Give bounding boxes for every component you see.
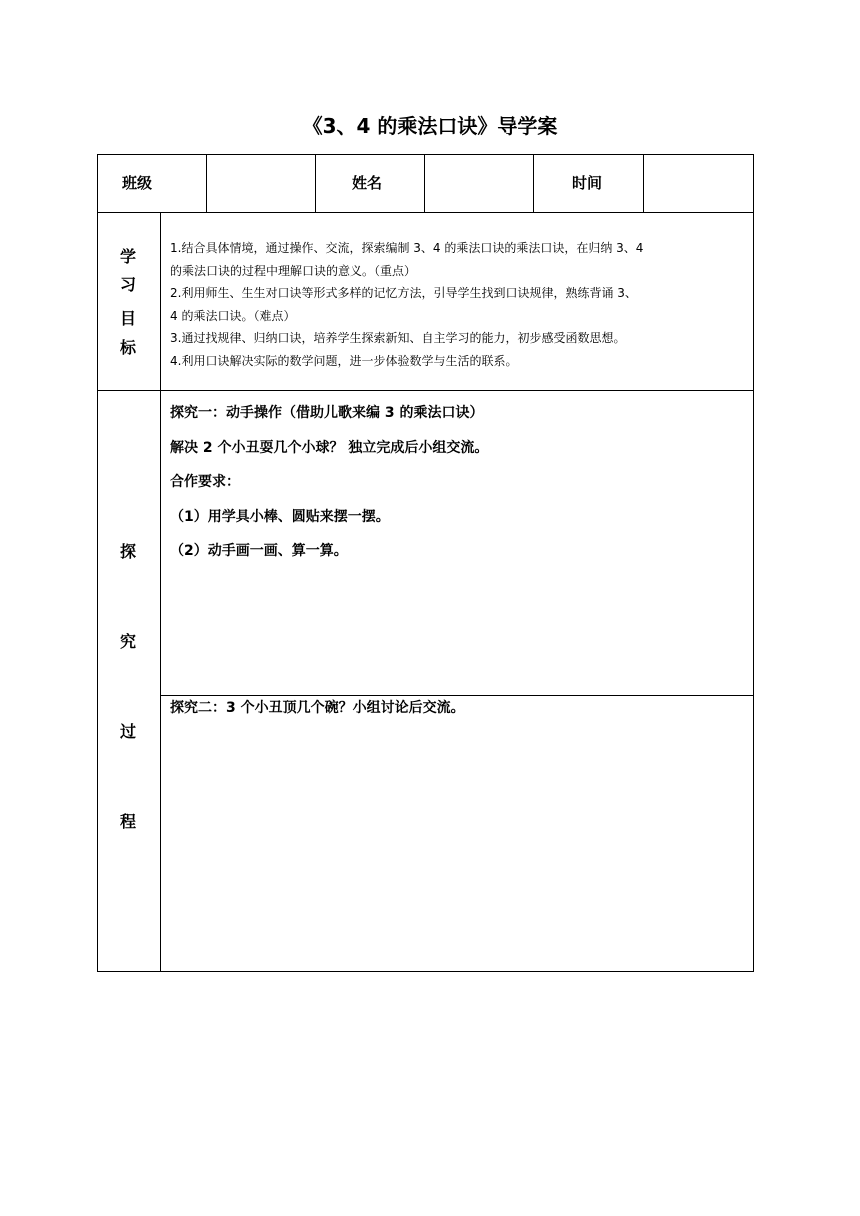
- class-label: 班级: [122, 174, 153, 192]
- process-label-char: 探: [119, 542, 136, 561]
- objectives-label-char: 学: [119, 247, 136, 266]
- header-col-divider-2: [315, 154, 316, 212]
- name-field[interactable]: [425, 155, 533, 212]
- objective-line: 4.利用口诀解决实际的数学问题，进一步体验数学与生活的联系。: [170, 353, 518, 368]
- explore1-answer-area[interactable]: [161, 565, 753, 694]
- objectives-row-divider: [97, 390, 754, 391]
- explore1-requirement: （2）动手画一画、算一算。: [170, 543, 348, 559]
- objective-line: 4 的乘法口诀。（难点）: [170, 308, 296, 323]
- objective-line: 的乘法口诀的过程中理解口诀的意义。（重点）: [170, 263, 417, 278]
- header-row-divider: [97, 212, 754, 213]
- objectives-text: [170, 237, 750, 372]
- explore-divider: [160, 695, 754, 696]
- process-label-char: 过: [119, 722, 136, 741]
- time-field[interactable]: [644, 155, 753, 212]
- time-label: 时间: [572, 174, 603, 192]
- process-label-char: 究: [119, 632, 136, 651]
- name-label: 姓名: [352, 174, 383, 192]
- header-col-divider-4: [533, 154, 534, 212]
- objectives-label-char: 目: [119, 309, 136, 328]
- page-title: 《3、4 的乘法口诀》导学案: [302, 114, 558, 138]
- objective-line: 3.通过找规律、归纳口诀，培养学生探索新知、自主学习的能力，初步感受函数思想。: [170, 331, 626, 345]
- explore1-requirement: （1）用学具小棒、圆贴来摆一摆。: [170, 509, 390, 525]
- objectives-label-char: 习: [119, 275, 136, 294]
- explore1-requirement-title: 合作要求：: [170, 474, 240, 490]
- objective-line: 1.结合具体情境，通过操作、交流，探索编制 3、4 的乘法口诀的乘法口诀，在归纳 3、4: [170, 241, 644, 255]
- process-label-char: 程: [119, 812, 136, 831]
- class-field[interactable]: [207, 155, 315, 212]
- explore2-answer-area[interactable]: [161, 722, 753, 970]
- objectives-label-char: 标: [119, 338, 136, 357]
- explore1-question: 解决 2 个小丑耍几个小球？ 独立完成后小组交流。: [170, 440, 489, 456]
- objective-line: 2.利用师生、生生对口诀等形式多样的记忆方法，引导学生找到口诀规律，熟练背诵 3、: [170, 286, 637, 300]
- explore2-heading: 探究二：3 个小丑顶几个碗？小组讨论后交流。: [170, 700, 465, 716]
- explore1-heading: 探究一：动手操作（借助儿歌来编 3 的乘法口诀）: [170, 405, 484, 421]
